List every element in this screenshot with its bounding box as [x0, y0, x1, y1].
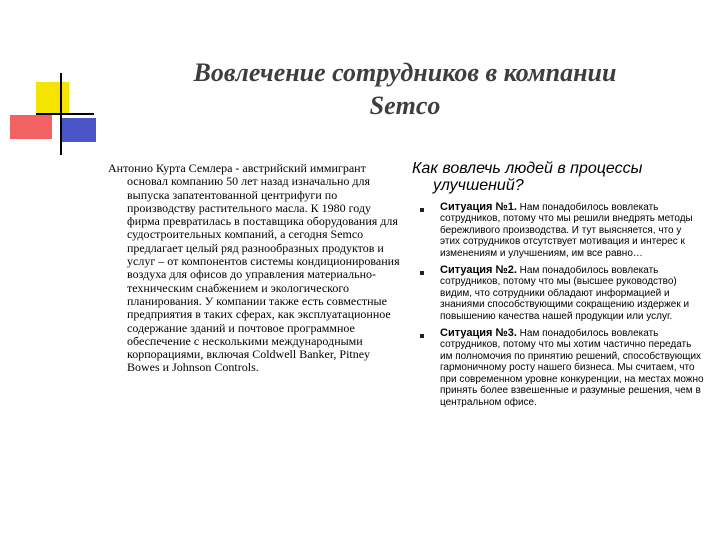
- company-description: Антонио Курта Семлера - австрийский иммигрант основал компанию 50 лет назад изначально для выпуска запатентованной центрифуги по производству растительного масла. К 1980 году фирма превратилась в поставщика оборудования для судостроительных компаний, а сегодня Semco предлагает целый ряд разнообразных продуктов и услуг – от компонентов системы кондиционирования воздуха для офисов до управления материально-техническим снабжением и экологического планирования. У компании также есть совместные предприятия в таких сферах, как эксплуатационное содержание зданий и почтовое программное обеспечение с несколькими международными корпорациями, включая Coldwell Banker, Pitney Bowes и Johnson Controls.: [108, 161, 400, 375]
- square-bullet-icon: [420, 334, 424, 338]
- decor-red-rectangle: [10, 115, 52, 139]
- situation-label: Ситуация №1.: [440, 201, 517, 213]
- decor-yellow-square: [36, 82, 69, 115]
- situation-text: Нам понадобилось вовлекать сотрудников, потому что мы (высшее руководство) видим, что сотрудники обладают информацией и знаниями способствующими сокращению издержек и повышению качества нашей продукции или услуг.: [440, 265, 690, 322]
- situation-label: Ситуация №3.: [440, 327, 517, 340]
- slide-title: Вовлечение сотрудников в компании Semco: [193, 58, 617, 120]
- decor-blue-rectangle: [60, 118, 96, 142]
- situation-item: [412, 328, 704, 408]
- situation-label: Ситуация №2.: [440, 264, 517, 277]
- situation-text: Нам понадобилось вовлекать сотрудников, потому что мы хотим частично передать им полномочия по принятию решений, способствующих гармоничному росту нашего бизнеса. Мы считаем, что при современном уровне конкуренции, на местах можно принять более взвешенные и разумные решения, чем в центральном офисе.: [440, 328, 704, 408]
- situation-item: [412, 202, 704, 259]
- decor-horizontal-line: [36, 113, 94, 115]
- square-bullet-icon: [420, 208, 424, 212]
- situation-text: Нам понадобилось вовлекать сотрудников, потому что мы решили внедрять методы бережливого производства. И тут выясняется, что у этих сотрудников отсутствует мотивация и интерес к изменениям и улучшениям, им все равно…: [440, 202, 693, 259]
- square-bullet-icon: [420, 271, 424, 275]
- right-heading: Как вовлечь людей в процессы улучшений?: [412, 160, 643, 194]
- situation-item: [412, 265, 704, 322]
- right-column: [412, 160, 704, 414]
